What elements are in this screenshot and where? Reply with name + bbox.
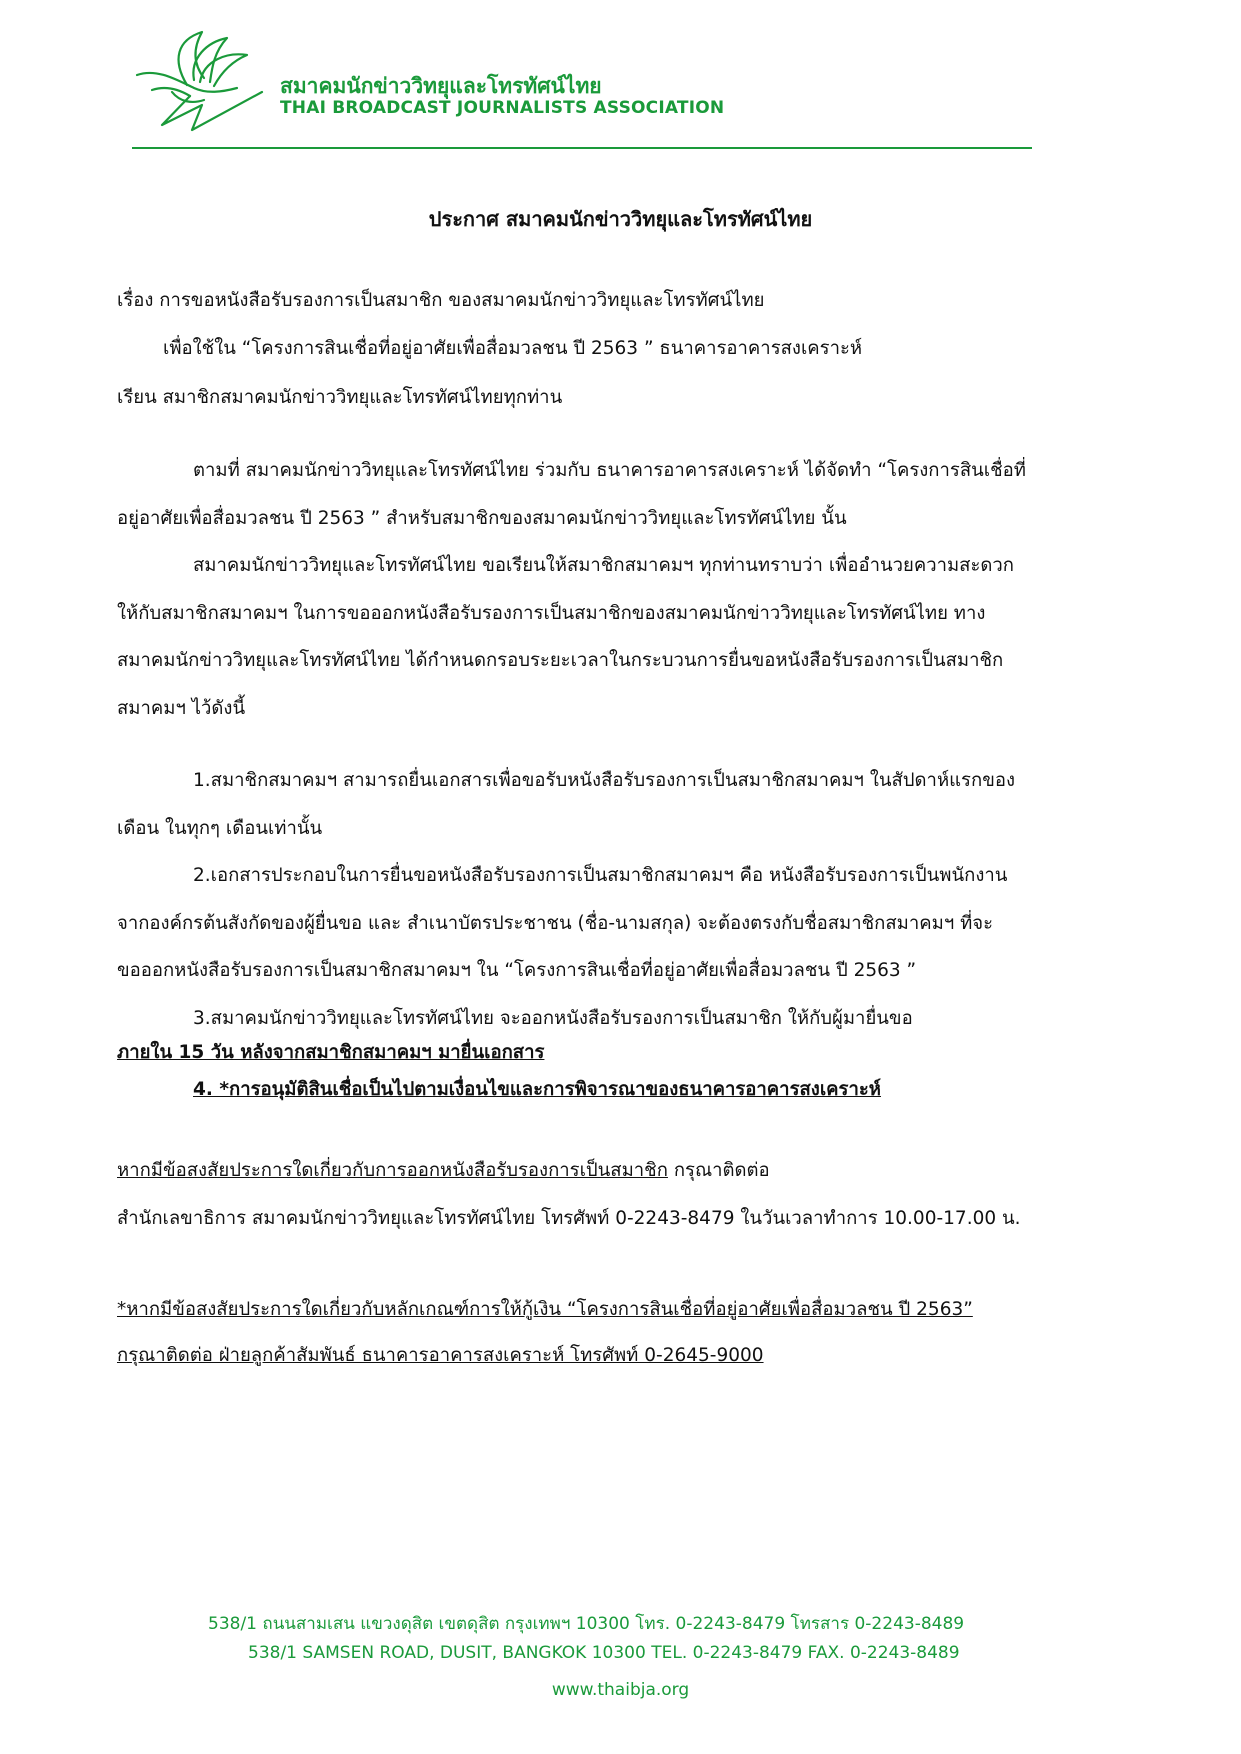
paragraph-2-line-4: สมาคมฯ ไว้ดังนี้ xyxy=(117,698,246,719)
item-4: 4. *การอนุมัติสินเชื่อเป็นไปตามเงื่อนไขและการพิจารณาของธนาคารอาคารสงเคราะห์ xyxy=(193,1079,881,1100)
org-name-thai: สมาคมนักข่าววิทยุและโทรทัศน์ไทย xyxy=(280,74,602,98)
paragraph-1-line-1: ตามที่ สมาคมนักข่าววิทยุและโทรทัศน์ไทย ร่วมกับ ธนาคารอาคารสงเคราะห์ ได้จัดทำ “โครงการสินเชื่อที่ xyxy=(193,460,1026,481)
subject-purpose-line: เพื่อใช้ใน “โครงการสินเชื่อที่อยู่อาศัยเพื่อสื่อมวลชน ปี 2563 ” ธนาคารอาคารสงเคราะห์ xyxy=(163,338,863,359)
paragraph-2-line-2: ให้กับสมาชิกสมาคมฯ ในการขอออกหนังสือรับรองการเป็นสมาชิกของสมาคมนักข่าววิทยุและโทรทัศน์ไทย ทาง xyxy=(117,603,986,624)
subject-line: เรื่อง การขอหนังสือรับรองการเป็นสมาชิก ของสมาคมนักข่าววิทยุและโทรทัศน์ไทย xyxy=(117,290,765,311)
contact-1-rest: กรุณาติดต่อ xyxy=(667,1160,770,1181)
item-2-line-3: ขอออกหนังสือรับรองการเป็นสมาชิกสมาคมฯ ใน “โครงการสินเชื่อที่อยู่อาศัยเพื่อสื่อมวลชน ปี 2563 ” xyxy=(117,960,917,981)
contact-2-line-2: กรุณาติดต่อ ฝ่ายลูกค้าสัมพันธ์ ธนาคารอาคารสงเคราะห์ โทรศัพท์ 0-2645-9000 xyxy=(117,1345,764,1366)
announcement-title: ประกาศ สมาคมนักข่าววิทยุและโทรทัศน์ไทย xyxy=(428,207,813,231)
salutation: เรียน สมาชิกสมาคมนักข่าววิทยุและโทรทัศน์ไทยทุกท่าน xyxy=(117,387,563,408)
item-1-line-2: เดือน ในทุกๆ เดือนเท่านั้น xyxy=(117,818,323,839)
bird-lightning-icon xyxy=(132,30,272,140)
footer-address-thai: 538/1 ถนนสามเสน แขวงดุสิต เขตดุสิต กรุงเทพฯ 10300 โทร. 0-2243-8479 โทรสาร 0-2243-8489 xyxy=(208,1614,965,1634)
paragraph-2-line-3: สมาคมนักข่าววิทยุและโทรทัศน์ไทย ได้กำหนดกรอบระยะเวลาในกระบวนการยื่นขอหนังสือรับรองการเป็นสมาชิก xyxy=(117,650,1004,671)
item-3-line-1: 3.สมาคมนักข่าววิทยุและโทรทัศน์ไทย จะออกหนังสือรับรองการเป็นสมาชิก ให้กับผู้มายื่นขอ xyxy=(193,1008,913,1029)
item-2-line-1: 2.เอกสารประกอบในการยื่นขอหนังสือรับรองการเป็นสมาชิกสมาคมฯ คือ หนังสือรับรองการเป็นพนักงาน xyxy=(193,865,1008,886)
letterhead xyxy=(132,30,1032,155)
contact-1-line-2: สำนักเลขาธิการ สมาคมนักข่าววิทยุและโทรทัศน์ไทย โทรศัพท์ 0-2243-8479 ในวันเวลาทำการ 10.00-17.00 น. xyxy=(117,1208,1021,1229)
item-1-line-1: 1.สมาชิกสมาคมฯ สามารถยื่นเอกสารเพื่อขอรับหนังสือรับรองการเป็นสมาชิกสมาคมฯ ในสัปดาห์แรกของ xyxy=(193,770,1015,791)
contact-1-underlined: หากมีข้อสงสัยประการใดเกี่ยวกับการออกหนังสือรับรองการเป็นสมาชิก xyxy=(117,1160,668,1181)
paragraph-2-line-1: สมาคมนักข่าววิทยุและโทรทัศน์ไทย ขอเรียนให้สมาชิกสมาคมฯ ทุกท่านทราบว่า เพื่ออำนวยความสะดวก xyxy=(193,555,1015,576)
footer-address-english: 538/1 SAMSEN ROAD, DUSIT, BANGKOK 10300 TEL. 0-2243-8479 FAX. 0-2243-8489 xyxy=(248,1643,960,1663)
item-3-line-2: ภายใน 15 วัน หลังจากสมาชิกสมาคมฯ มายื่นเอกสาร xyxy=(117,1042,545,1063)
footer-website[interactable]: www.thaibja.org xyxy=(551,1680,690,1700)
paragraph-1-line-2: อยู่อาศัยเพื่อสื่อมวลชน ปี 2563 ” สำหรับสมาชิกของสมาคมนักข่าววิทยุและโทรทัศน์ไทย นั้น xyxy=(117,508,847,529)
letterhead-divider xyxy=(132,147,1032,149)
contact-1-line-1 xyxy=(117,1158,770,1184)
contact-2-line-1: *หากมีข้อสงสัยประการใดเกี่ยวกับหลักเกณฑ์การให้กู้เงิน “โครงการสินเชื่อที่อยู่อาศัยเพื่อสื่อมวลชน ปี 2563” xyxy=(117,1299,973,1320)
org-name-english: THAI BROADCAST JOURNALISTS ASSOCIATION xyxy=(280,98,725,118)
item-2-line-2: จากองค์กรต้นสังกัดของผู้ยื่นขอ และ สำเนาบัตรประชาชน (ชื่อ-นามสกุล) จะต้องตรงกับชื่อสมาชิกสมาคมฯ ที่จะ xyxy=(117,913,994,934)
